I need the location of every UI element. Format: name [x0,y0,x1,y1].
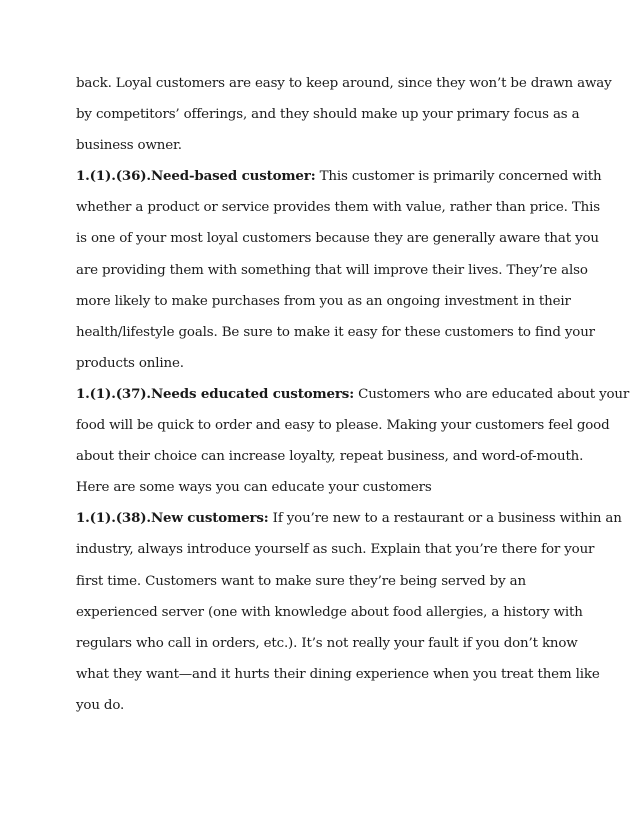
section-heading-new-customers: 1.(1).(38).New customers: [76,510,269,527]
section-first-line [76,161,602,192]
body-text: If you’re new to a restaurant or a business within an [268,511,622,527]
body-line: you do. [76,697,125,713]
body-line: more likely to make purchases from you as an ongoing investment in their [76,293,571,309]
body-line: experienced server (one with knowledge about food allergies, a history with [76,604,583,620]
body-text: Customers who are educated about your [354,386,630,402]
body-line: health/lifestyle goals. Be sure to make it easy for these customers to find your [76,324,595,340]
section-first-line [76,379,630,410]
document-body [76,68,630,721]
body-line: are providing them with something that will improve their lives. They’re also [76,262,588,278]
body-line: food will be quick to order and easy to please. Making your customers feel good [76,418,610,434]
body-line: business owner. [76,138,182,154]
body-line: about their choice can increase loyalty, repeat business, and word-of-mouth. [76,449,584,465]
section-heading-need-based: 1.(1).(36).Need-based customer: [76,168,316,185]
body-line: by competitors’ offerings, and they should make up your primary focus as a [76,107,580,123]
body-line: back. Loyal customers are easy to keep around, since they won’t be drawn away [76,76,612,91]
section-first-line [76,503,622,534]
body-line: products online. [76,355,184,371]
body-line: whether a product or service provides them with value, rather than price. This [76,200,600,216]
body-line: first time. Customers want to make sure they’re being served by an [76,573,526,589]
body-line: Here are some ways you can educate your customers [76,480,432,496]
section-heading-needs-educated: 1.(1).(37).Needs educated customers: [76,385,354,402]
body-text: This customer is primarily concerned with [315,169,602,185]
body-line: what they want—and it hurts their dining experience when you treat them like [76,666,600,682]
body-line: regulars who call in orders, etc.). It’s not really your fault if you don’t know [76,635,578,651]
body-line: is one of your most loyal customers because they are generally aware that you [76,231,599,247]
body-line: industry, always introduce yourself as such. Explain that you’re there for your [76,542,595,558]
